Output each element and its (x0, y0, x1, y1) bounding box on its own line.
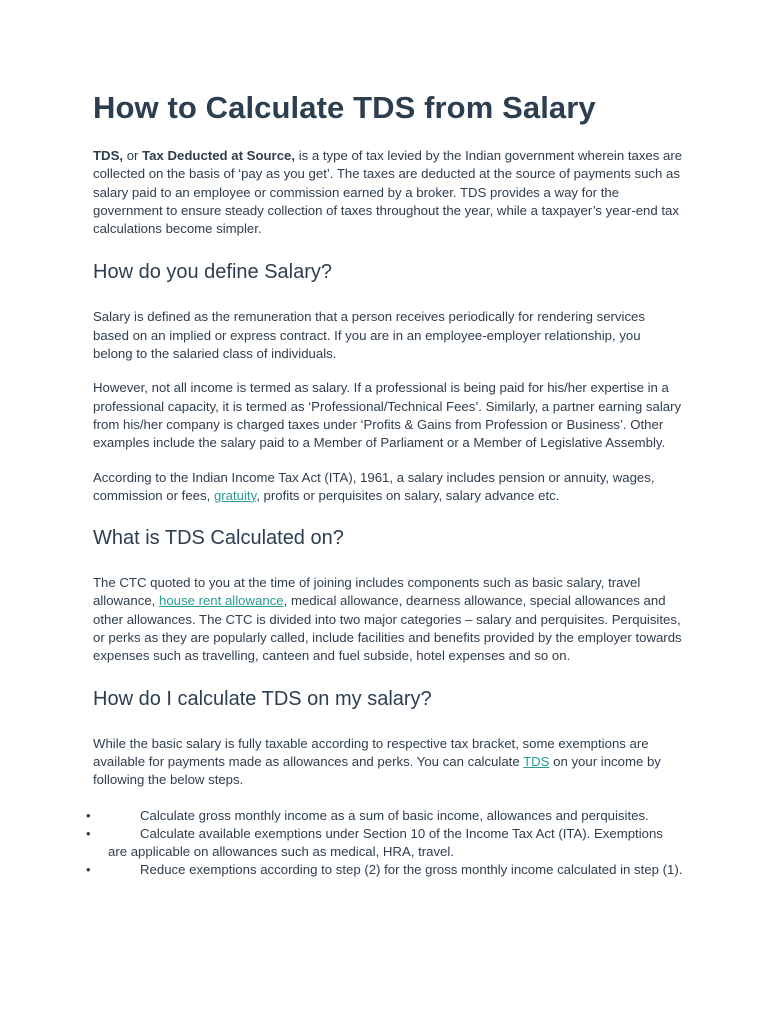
intro-bold-tds: TDS, (93, 148, 124, 163)
list-item (86, 861, 683, 879)
list-item (86, 825, 683, 862)
bullet-icon: • (86, 825, 91, 841)
section-heading-calculate-tds: How do I calculate TDS on my salary? (93, 687, 432, 710)
gratuity-link[interactable]: gratuity (213, 487, 257, 503)
step-1-text: Calculate gross monthly income as a sum of basic income, allowances and perquisites. (140, 807, 649, 823)
article (86, 88, 683, 880)
step-2-text: Calculate available exemptions under Section 10 of the Income Tax Act (ITA). Exemptions are applicable on allowances such as medical, HRA, travel. (108, 825, 663, 860)
calculate-text-after: on your income by following the below steps. (93, 753, 661, 788)
ctc-text-before: The CTC quoted to you at the time of joining includes components such as basic salary, travel allowance, (93, 575, 641, 609)
page-title: How to Calculate TDS from Salary (93, 90, 596, 125)
salary-p3-text-after: , profits or perquisites on salary, salary advance etc. (256, 487, 560, 503)
calculate-text-before: While the basic salary is fully taxable according to respective tax bracket, some exemptions are available for payments made as allowances and perks. You can calculate (93, 735, 649, 769)
calculate-paragraph (93, 735, 683, 790)
intro-paragraph (93, 147, 683, 238)
bullet-icon: • (86, 807, 91, 823)
ctc-text-after: , medical allowance, dearness allowance, special allowances and other allowances. The CTC is divided into two major categories – salary and perquisites. Perquisites, or perks as they are popularly called, include facilities and benefits provided by the employer towards expenses such as travelling, canteen and fuel subside, hotel expenses and so on. (93, 593, 682, 664)
ctc-paragraph (93, 574, 683, 665)
bullet-icon: • (86, 862, 91, 878)
step-3-text: Reduce exemptions according to step (2) for the gross monthly income calculated in step (1). (140, 862, 683, 878)
house-rent-allowance-link[interactable]: house rent allowance (158, 593, 284, 609)
list-item (86, 807, 683, 825)
salary-p3-text-before: According to the Indian Income Tax Act (ITA), 1961, a salary includes pension or annuity, wages, commission or fees, (93, 469, 655, 503)
intro-bold-tax-deducted: Tax Deducted at Source, (142, 148, 296, 163)
salary-paragraph-1: Salary is defined as the remuneration that a person receives periodically for rendering services based on an implied or express contract. If you are in an employee-employer relationship, you belong to the salaried class of individuals. (93, 309, 645, 362)
intro-text-2: is a type of tax levied by the Indian government wherein taxes are collected on the basis of ‘pay as you get’. The taxes are deducted at the source of payments such as salary paid to an employee or commission earned by a broker. TDS provides a way for the government to ensure steady collection of taxes throughout the year, while a taxpayer’s year-end tax calculations become simpler. (93, 148, 683, 237)
section-heading-tds-calculated-on: What is TDS Calculated on? (93, 527, 344, 550)
intro-text-1: or (123, 148, 143, 163)
section-heading-salary-definition: How do you define Salary? (93, 261, 333, 284)
salary-paragraph-3 (93, 469, 683, 506)
steps-list (86, 807, 683, 880)
tds-link[interactable]: TDS (523, 753, 550, 769)
salary-paragraph-2: However, not all income is termed as salary. If a professional is being paid for his/her expertise in a professional capacity, it is termed as ‘Professional/Technical Fees’. Similarly, a partner earning salary from his/her company is charged taxes under ‘Profits & Gains from Profession or Business’. Other examples include the salary paid to a Member of Parliament or a Member of Legislative Assembly. (93, 380, 682, 451)
